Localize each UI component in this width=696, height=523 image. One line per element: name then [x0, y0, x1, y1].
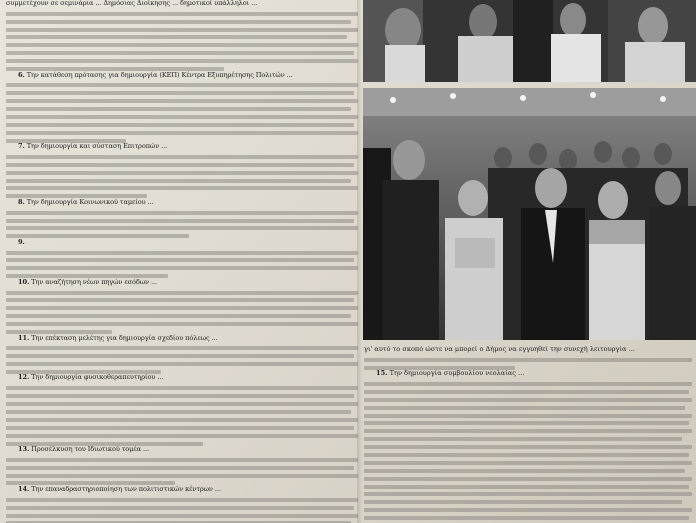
photo-main-image: [363, 88, 696, 340]
paragraph-15: [364, 370, 692, 523]
paragraph-number: 10.: [18, 277, 30, 286]
paragraph-10: [6, 279, 358, 334]
paragraph-14: [6, 486, 358, 523]
blurred-text-lines: [6, 291, 358, 334]
intro-paragraph: [6, 0, 358, 71]
right-text-column: [364, 346, 692, 523]
paragraph-text: Την αναζήτηση νέων πηγών εσόδων ...: [31, 277, 157, 286]
paragraph-text: Την επαναδραστηριοποίηση των πολιτιστικών κέντρων ...: [31, 484, 221, 493]
page-fold-shadow: [357, 0, 362, 523]
paragraph-text: Την δημιουργία συμβουλίου νεολαίας ...: [389, 369, 525, 378]
blurred-text-lines: [6, 155, 358, 198]
paragraph-13: [6, 446, 358, 485]
paragraph-number: 8.: [18, 197, 25, 206]
paragraph-number: 12.: [18, 373, 30, 382]
paragraph-number: 11.: [18, 333, 30, 342]
paragraph-8: [6, 199, 358, 238]
intro-text: συμμετέχουν σε σεμινάρια ... Δημόσιας Διοίκησης ... δημοτικοί υπάλληλοι ...: [6, 0, 258, 7]
paragraph-number: 9.: [18, 237, 25, 246]
paragraph-text: Την δημιουργία φυσικοθεραπευτηρίου ...: [31, 373, 164, 382]
paragraph-9: [6, 239, 358, 278]
paragraph-text: Την επέκταση μελέτης για δημιουργία σχεδίου πόλεως ...: [31, 333, 218, 342]
paragraph-12: [6, 374, 358, 445]
photo-top-crowd: [363, 0, 696, 82]
paragraph-number: 14.: [18, 484, 30, 493]
blurred-text-lines: [6, 12, 358, 71]
right-paragraph-continued: [364, 346, 692, 370]
photo-top-image: [363, 0, 696, 82]
paragraph-number: 6.: [18, 70, 25, 79]
paragraph-text: Την δημιουργία και σύσταση Επιτροπών ...: [26, 142, 168, 151]
paragraph-7: [6, 143, 358, 198]
paragraph-number: 15.: [376, 369, 388, 378]
paragraph-11: [6, 335, 358, 374]
blurred-text-lines: [6, 83, 358, 142]
left-text-column: [6, 0, 358, 523]
paragraph-number: 13.: [18, 445, 30, 453]
blurred-text-lines: [6, 458, 358, 486]
photo-crowd-gathering: [363, 88, 696, 340]
blurred-text-lines: [6, 346, 358, 374]
paragraph-text: Την κατάθεση πρότασης για δημιουργία (ΚΕΠ) Κέντρα Εξυπηρέτησης Πολιτών ...: [26, 70, 293, 79]
paragraph-6: [6, 72, 358, 143]
paragraph-text: γι' αυτό το σκοπό ώστε να μπορεί ο Δήμος να εγγυηθεί την συνεχή λειτουργία ...: [364, 346, 635, 353]
blurred-text-lines: [364, 382, 692, 523]
blurred-text-lines: [6, 251, 358, 279]
paragraph-text: Προσέλκυση του Ιδιωτικού τομέα ...: [31, 445, 149, 453]
blurred-text-lines: [6, 211, 358, 239]
paragraph-text: Την δημιουργία Κοινωνικού ταμείου ...: [26, 197, 154, 206]
blurred-text-lines: [364, 358, 692, 370]
blurred-text-lines: [6, 386, 358, 445]
paragraph-number: 7.: [18, 142, 25, 151]
blurred-text-lines: [6, 498, 358, 523]
